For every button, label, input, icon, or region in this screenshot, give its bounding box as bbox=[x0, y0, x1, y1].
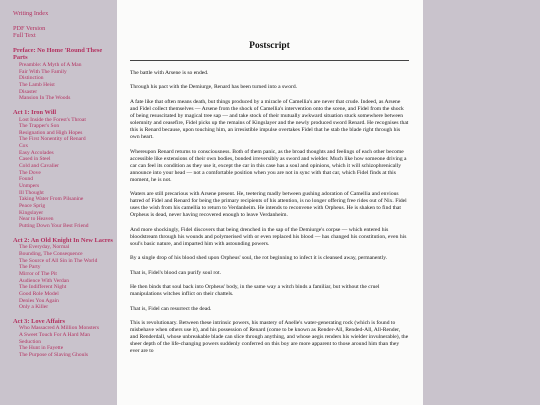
sidebar-section-title[interactable]: Preface: No Home 'Round These Parts bbox=[13, 46, 103, 62]
sidebar-chapter-link[interactable]: Unmpers bbox=[19, 183, 40, 190]
sidebar-chapter-link[interactable]: A Sweet Touch For A Hard Man bbox=[19, 332, 91, 339]
sidebar-nav bbox=[0, 0, 117, 405]
sidebar-chapter-link[interactable]: Denies You Again bbox=[19, 297, 59, 304]
sidebar-chapter-link[interactable]: Easy Accolades bbox=[19, 149, 54, 156]
sidebar-chapter-link[interactable]: The Source of All Sin in The World bbox=[19, 257, 98, 264]
sidebar-chapter-link[interactable]: Putting Down Your Best Friend bbox=[19, 223, 89, 229]
sidebar-section bbox=[13, 318, 117, 359]
body-paragraph: This is revolutionary. Between these intrinsic powers, his mastery of Anelle's water-generating rock (which is found to misbehave when others use it), and his possession of Renard (come to be known as Render-All, Rended-All, All-Render, and Renderdall, whose unbreakable blade can slice through anything, and whose aegis renders his wielder invulnerable), the sheer depth of the life-changing powers suddenly conferred on this boy are more apparent to those around him than they ever are to bbox=[130, 320, 409, 355]
right-margin bbox=[423, 0, 540, 405]
body-paragraph: By a single drop of his blood shed upon Orpheus' soul, the rot beginning to infect it is cleansed away, permanently. bbox=[130, 255, 388, 262]
sidebar-chapter-link[interactable]: Fair With The Family bbox=[19, 68, 67, 75]
body-paragraph: A fate like that often means death, but things produced by a miracle of Camellia's are never that crude. Indeed, as Arsene and Fidel collect themselves — Arsene from the shock of Camellia's intervention onto the scene, and Fidel from the shock of being resuscitated by magical tree sap — and take stock of their mutually awkward situation stuck somewhere between solemnity and ceasefire, Fidel picks up the remains of Kingslayer and the newly produced sword Renard. He recognises that this is Renard because, upon touching him, an irresistible impulse overtakes Fidel that he stab the blade right through his own heart. bbox=[130, 98, 409, 141]
sidebar-chapter-link[interactable]: Cox bbox=[19, 143, 29, 150]
sidebar-chapter-link[interactable]: Distinction bbox=[19, 75, 44, 82]
sidebar-chapter-link[interactable]: Taking Water From Pilsanine bbox=[19, 196, 84, 203]
main-content bbox=[117, 0, 423, 405]
sidebar-chapter-link[interactable]: Good Role Model bbox=[19, 290, 59, 297]
sidebar-section bbox=[13, 237, 117, 311]
sidebar-chapter-link[interactable]: Mirror of The Pit bbox=[19, 270, 57, 277]
postscript-body bbox=[130, 70, 409, 355]
full-text-link[interactable]: Full Text bbox=[13, 32, 36, 40]
sidebar-spacer bbox=[13, 40, 117, 47]
sidebar-chapter-link[interactable]: Audience With Verdan bbox=[19, 277, 69, 284]
sidebar-spacer bbox=[13, 102, 117, 109]
sidebar-spacer bbox=[13, 18, 117, 25]
sidebar-spacer bbox=[13, 230, 117, 237]
body-paragraph: The battle with Arsene is so ended. bbox=[130, 70, 209, 76]
sidebar-chapter-link[interactable]: Cased in Steel bbox=[19, 156, 51, 163]
sidebar-section-title[interactable]: Act 1: Iron Will bbox=[13, 108, 57, 116]
pdf-version-link[interactable]: PDF Version bbox=[13, 24, 46, 32]
body-paragraph: That is, Fidel can resurrect the dead. bbox=[130, 305, 212, 312]
sidebar-chapter-link[interactable]: Resignation and High Hopes bbox=[19, 129, 83, 136]
sidebar-section bbox=[13, 109, 117, 230]
sidebar-chapter-link[interactable]: Cold and Cavalier bbox=[19, 163, 60, 170]
body-paragraph: And more shockingly, Fidel discovers that being drenched in the sap of the Demiurge's corpse — which entered his bloodstream through his wounds and polymerised with or even replaced his blood — has changed his constitution, even his soul's basic nature, and imparted him with astounding powers. bbox=[130, 226, 407, 247]
body-paragraph: Whereupon Renard returns to consciousness. Both of them panic, as the broad thoughts and feelings of each other become accessible like extensions of their own bodies, bonded irreversibly as sword and wielder. Much like how someone driving a car can feel its condition as they use it, except the car in this case has a soul and opinions, which it will schizophrenically announce into your head — not a comfortable position when you are not in sync with that car, which Fidel finds at this moment, he is not. bbox=[130, 148, 407, 183]
writing-index-link[interactable]: Writing Index bbox=[13, 10, 49, 17]
sidebar-chapter-link[interactable]: The Purpose of Slaving Ghouls bbox=[19, 352, 89, 359]
sidebar-chapter-link[interactable]: Peace Sprig bbox=[19, 203, 46, 210]
sidebar-chapter-link[interactable]: The Lamb Heist bbox=[19, 81, 55, 88]
sidebar-chapter-link[interactable]: Found bbox=[19, 176, 34, 183]
sidebar-chapter-link[interactable]: The Everyday, Normal bbox=[19, 244, 70, 251]
sidebar-spacer bbox=[13, 311, 117, 318]
sidebar-chapter-link[interactable]: Lost Inside the Forest's Throat bbox=[19, 116, 86, 123]
body-paragraph: That is, Fidel's blood can purify soul rot. bbox=[130, 269, 221, 276]
sidebar-chapter-link[interactable]: The Hunt in Fayette bbox=[19, 345, 64, 352]
sidebar-chapter-link[interactable]: Who Massacred A Million Monsters bbox=[19, 325, 100, 332]
sidebar-chapter-link[interactable]: Bounding, The Consequence bbox=[19, 250, 83, 257]
sidebar-chapter-link[interactable]: Disaster bbox=[19, 88, 38, 95]
sidebar-chapter-link[interactable]: The Party bbox=[19, 264, 41, 271]
sidebar-chapter-link[interactable]: Only a Killer bbox=[19, 304, 49, 311]
sidebar-chapter-link[interactable]: Preamble: A Myth of A Man bbox=[19, 61, 82, 68]
title-divider bbox=[130, 60, 409, 61]
body-paragraph: He then binds that soul back into Orpheus' body, in the same way a witch binds a familiar, but without the cruel manipulations witches inflict on their chattels. bbox=[130, 284, 380, 298]
body-paragraph: Through his pact with the Demiurge, Renard has been turned into a sword. bbox=[130, 84, 298, 91]
page-title: Postscript bbox=[249, 41, 290, 51]
sidebar-chapter-link[interactable]: Ill Thought bbox=[19, 189, 44, 196]
sidebar-section bbox=[13, 47, 117, 102]
sidebar-chapter-link[interactable]: The Trapper's Son bbox=[19, 123, 60, 130]
sidebar-chapter-link[interactable]: The First Nonentity of Renard bbox=[19, 136, 86, 143]
sidebar-section-title[interactable]: Act 2: An Old Knight In New Lacres bbox=[13, 236, 113, 244]
sidebar-chapter-link[interactable]: The Dove bbox=[19, 169, 41, 176]
sidebar-chapter-link[interactable]: Kingslayer bbox=[19, 209, 44, 216]
sidebar-chapter-link[interactable]: Near to Heaven bbox=[19, 216, 54, 223]
sidebar-chapter-link[interactable]: Mansion In The Woods bbox=[19, 95, 71, 102]
body-paragraph: Waters are still precarious with Arsene present. He, teetering madly between gushing adoration of Camellia and envious hatred of Fidel and Renard for being the primary recipients of his attention, is no longer offering free rides out of Nix. Fidel uses the wish from his camellia to return to Verdanheim. He intends to reconvene with Orpheus. He is shaken to find that Orpheus is dead, never having recovered enough to leave Verdanheim. bbox=[130, 191, 407, 219]
sidebar-chapter-link[interactable]: The Indifferent Night bbox=[19, 284, 67, 291]
sidebar-chapter-link[interactable]: Seduction bbox=[19, 338, 41, 345]
sidebar-section-title[interactable]: Act 3: Love Affairs bbox=[13, 317, 65, 325]
